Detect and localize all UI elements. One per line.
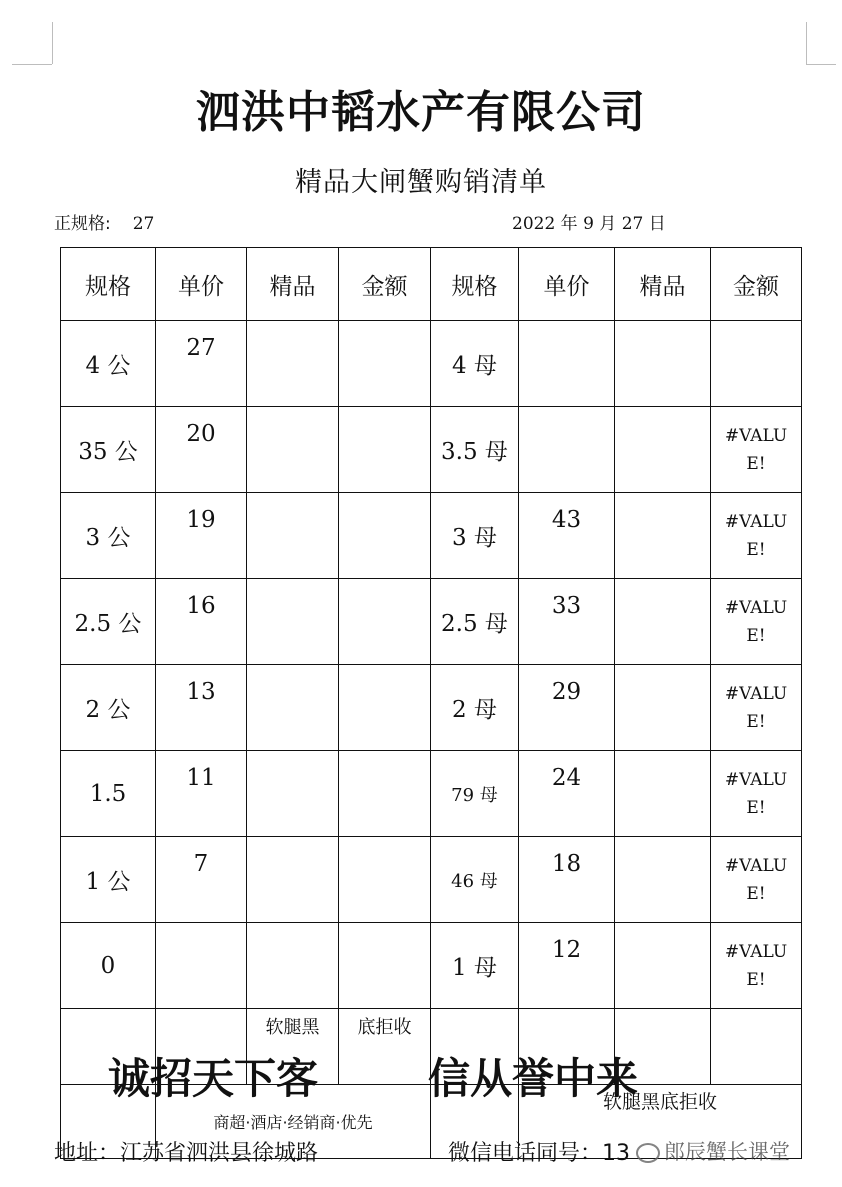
amount-text-part: E! — [746, 969, 766, 990]
amount-right-cell — [711, 923, 802, 1009]
watermark — [636, 1136, 790, 1166]
amount-text-part: E! — [746, 539, 766, 560]
amount-right-cell — [711, 407, 802, 493]
amount-text-part: #VALU — [724, 855, 788, 876]
price-right-cell: 33 — [519, 579, 615, 665]
amount-left-cell — [339, 321, 431, 407]
watermark-text: 郎辰蟹长课堂 — [664, 1140, 790, 1164]
amount-text-part: E! — [746, 625, 766, 646]
amount-right-cell — [711, 837, 802, 923]
spec-right-cell: 3 母 — [431, 493, 519, 579]
table-row — [61, 321, 802, 407]
premium-right-cell — [615, 837, 711, 923]
price-left-cell: 27 — [156, 321, 247, 407]
empty-cell — [711, 1009, 802, 1085]
table-row — [61, 665, 802, 751]
price-left-cell: 19 — [156, 493, 247, 579]
table-row — [61, 493, 802, 579]
table-header-row — [61, 248, 802, 321]
price-right-cell: 18 — [519, 837, 615, 923]
amount-left-cell — [339, 923, 431, 1009]
price-right-cell: 43 — [519, 493, 615, 579]
crop-mark-top-left-vertical — [52, 22, 53, 64]
premium-left-cell — [247, 665, 339, 751]
crop-mark-top-left — [12, 64, 52, 65]
slogan-left: 诚招天下客 — [108, 1054, 319, 1103]
premium-left-cell — [247, 321, 339, 407]
standard-spec — [54, 209, 154, 234]
amount-right-cell — [711, 665, 802, 751]
premium-right-cell — [615, 321, 711, 407]
spec-right-cell: 3.5 母 — [431, 407, 519, 493]
price-left-cell: 13 — [156, 665, 247, 751]
premium-right-cell — [615, 579, 711, 665]
slogan-right: 信从誉中来 — [428, 1054, 639, 1103]
price-right-cell: 29 — [519, 665, 615, 751]
amount-right-cell — [711, 751, 802, 837]
price-left-cell: 20 — [156, 407, 247, 493]
premium-left-cell — [247, 837, 339, 923]
spec-left-cell: 4 公 — [61, 321, 156, 407]
premium-right-cell — [615, 923, 711, 1009]
premium-right-cell — [615, 665, 711, 751]
document-subtitle: 精品大闸蟹购销清单 — [295, 167, 547, 198]
spec-right-cell: 4 母 — [431, 321, 519, 407]
header-cell: 规格 — [431, 248, 519, 321]
spec-left-cell: 3 公 — [61, 493, 156, 579]
price-left-cell: 16 — [156, 579, 247, 665]
spec-value: 27 — [132, 214, 155, 234]
spec-left-cell: 0 — [61, 923, 156, 1009]
header-cell: 金额 — [339, 248, 431, 321]
spec-right-cell: 2.5 母 — [431, 579, 519, 665]
premium-left-cell — [247, 923, 339, 1009]
price-right-cell: 12 — [519, 923, 615, 1009]
footer-contact: 微信电话同号：13 — [448, 1141, 630, 1166]
amount-left-cell — [339, 579, 431, 665]
table-row — [61, 751, 802, 837]
premium-right-cell — [615, 407, 711, 493]
soft-leg-reject-note-cell: 软腿黑底拒收 — [519, 1085, 802, 1159]
spec-left-cell: 2.5 公 — [61, 579, 156, 665]
amount-text-part: #VALU — [724, 769, 788, 790]
document-date: 2022 年 9 月 27 日 — [512, 214, 666, 234]
price-right-cell — [519, 407, 615, 493]
spec-left-cell: 1.5 — [61, 751, 156, 837]
soft-leg-note-cell: 软腿黑 — [247, 1009, 339, 1085]
spec-right-cell: 1 母 — [431, 923, 519, 1009]
premium-left-cell — [247, 493, 339, 579]
amount-text-part: #VALU — [724, 941, 788, 962]
header-cell: 单价 — [156, 248, 247, 321]
price-left-cell — [156, 923, 247, 1009]
table-row — [61, 579, 802, 665]
sales-table — [60, 247, 802, 1159]
wechat-icon — [636, 1143, 660, 1163]
amount-left-cell — [339, 751, 431, 837]
amount-text-part: E! — [746, 883, 766, 904]
amount-text-part: E! — [746, 711, 766, 732]
amount-text-part: #VALU — [724, 683, 788, 704]
amount-text-part: #VALU — [724, 511, 788, 532]
spec-right-cell: 2 母 — [431, 665, 519, 751]
amount-right-cell — [711, 493, 802, 579]
header-cell: 单价 — [519, 248, 615, 321]
premium-right-cell — [615, 493, 711, 579]
amount-text-part: #VALU — [724, 425, 788, 446]
header-cell: 精品 — [615, 248, 711, 321]
amount-left-cell — [339, 493, 431, 579]
crop-mark-top-right — [806, 64, 836, 65]
table-row — [61, 837, 802, 923]
spec-left-cell: 35 公 — [61, 407, 156, 493]
spec-label: 正规格: — [54, 214, 111, 234]
amount-text-part: #VALU — [724, 597, 788, 618]
amount-text-part: E! — [746, 797, 766, 818]
reject-note-cell: 底拒收 — [339, 1009, 431, 1085]
spec-left-cell: 1 公 — [61, 837, 156, 923]
channels-note-cell: 商超·酒店·经销商·优先 — [156, 1085, 431, 1159]
premium-left-cell — [247, 751, 339, 837]
header-cell: 精品 — [247, 248, 339, 321]
amount-left-cell — [339, 407, 431, 493]
premium-left-cell — [247, 407, 339, 493]
price-left-cell: 7 — [156, 837, 247, 923]
header-cell: 规格 — [61, 248, 156, 321]
price-left-cell: 11 — [156, 751, 247, 837]
premium-left-cell — [247, 579, 339, 665]
spec-left-cell: 2 公 — [61, 665, 156, 751]
premium-right-cell — [615, 751, 711, 837]
table-row — [61, 407, 802, 493]
amount-text-part: E! — [746, 453, 766, 474]
company-title: 泗洪中韬水产有限公司 — [196, 87, 646, 138]
amount-right-cell — [711, 321, 802, 407]
price-right-cell — [519, 321, 615, 407]
spec-right-cell: 79 母 — [431, 751, 519, 837]
price-right-cell: 24 — [519, 751, 615, 837]
crop-mark-top-right-vertical — [806, 22, 807, 64]
amount-left-cell — [339, 665, 431, 751]
amount-left-cell — [339, 837, 431, 923]
spec-right-cell: 46 母 — [431, 837, 519, 923]
footer-address: 地址：江苏省泗洪县徐城路 — [54, 1141, 319, 1166]
amount-right-cell — [711, 579, 802, 665]
table-row — [61, 923, 802, 1009]
header-cell: 金额 — [711, 248, 802, 321]
